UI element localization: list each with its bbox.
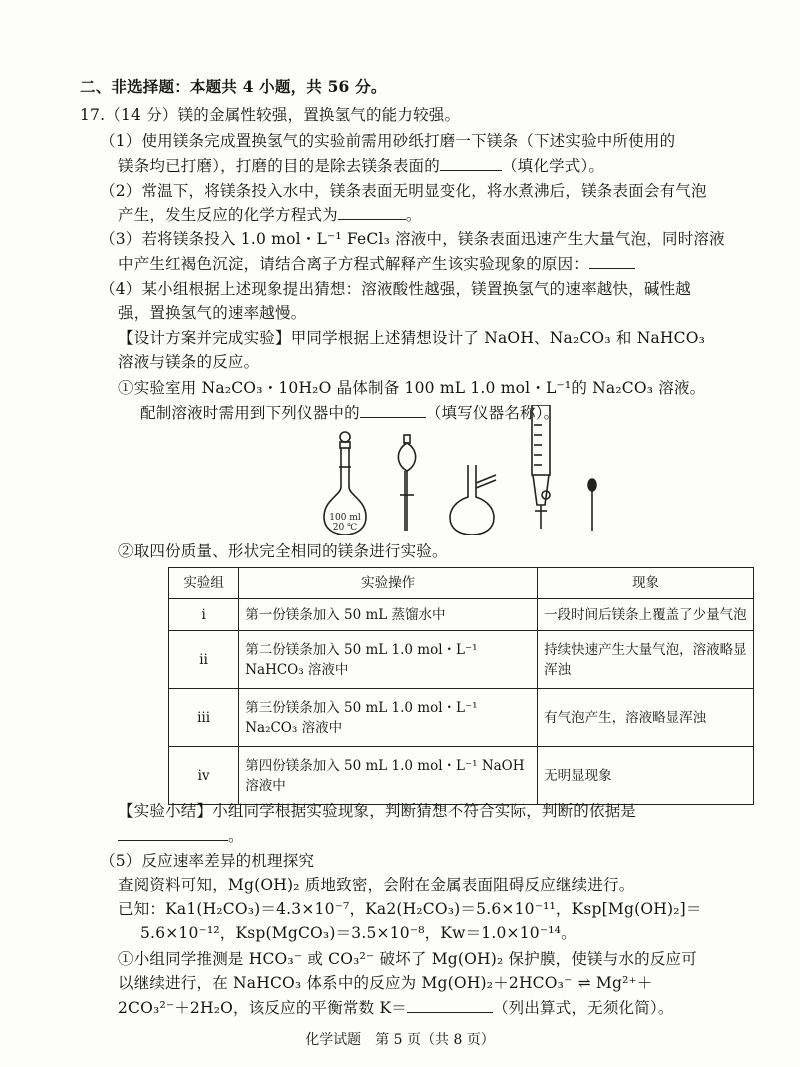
part-5-title: （5）反应速率差异的机理探究 [100,852,315,870]
part-3-text: 中产生红褐色沉淀，请结合离子方程式解释产生该实验现象的原因： [118,255,590,273]
step-1-text: 配制溶液时需用到下列仪器中的 [140,404,360,422]
group-cell: ⅳ [169,747,239,805]
part-2-line-1: （2）常温下，将镁条投入水中，镁条表面无明显变化，将水煮沸后，镁条表面会有气泡 [100,182,707,200]
equation-text: 2CO₃²⁻＋2H₂O，该反应的平衡常数 K＝ [118,999,407,1017]
part-1-text: 镁条均已打磨），打磨的目的是除去镁条表面的 [118,157,440,175]
table-row [169,689,754,747]
part-1-hint: （填化学式）。 [501,157,605,175]
part-5-info: 查阅资料可知，Mg(OH)₂ 质地致密，会附在金属表面阻碍反应继续进行。 [118,876,635,894]
table-row [169,599,754,631]
result-cell: 一段时间后镁条上覆盖了少量气泡 [538,599,754,631]
part-5-step-1-line-3 [118,996,674,1019]
operation-cell: 第一份镁条加入 50 mL 蒸馏水中 [239,599,538,631]
part-5-constants-line-1: 已知：Ka1(H₂CO₃)＝4.3×10⁻⁷，Ka2(H₂CO₃)＝5.6×10⁻¹¹，Ksp[Mg(OH)₂]＝ [118,900,702,918]
lab-apparatus-figure [320,405,620,535]
result-cell: 无明显现象 [538,747,754,805]
summary-line-1: 【实验小结】小组同学根据实验现象，判断猜想不符合实际，判断的依据是 [118,802,637,820]
page-footer: 化学试题 第 5 页（共 8 页） [305,1032,495,1048]
answer-blank [589,252,635,269]
column-header: 实验组 [169,568,239,599]
separatory-funnel [398,435,415,531]
step-1-line-1: ①实验室用 Na₂CO₃・10H₂O 晶体制备 100 mL 1.0 mol・L⁻¹的 Na₂CO₃ 溶液。 [118,379,706,397]
flask-label-volume: 100 ml [329,513,361,523]
table-row [169,631,754,689]
column-header: 现象 [538,568,754,599]
part-1-line-2 [118,154,604,177]
operation-cell: 第二份镁条加入 50 mL 1.0 mol・L⁻¹ NaHCO₃ 溶液中 [239,631,538,689]
part-3-line-1: （3）若将镁条投入 1.0 mol・L⁻¹ FeCl₃ 溶液中，镁条表面迅速产生大量气泡，同时溶液 [100,230,725,248]
answer-blank [338,203,406,220]
result-cell: 持续快速产生大量气泡，溶液略显浑浊 [538,631,754,689]
design-line-2: 溶液与镁条的反应。 [118,353,260,371]
design-line-1: 【设计方案并完成实验】甲同学根据上述猜想设计了 NaOH、Na₂CO₃ 和 NaHCO₃ [118,329,706,347]
experiment-table [168,567,754,805]
distillation-flask [450,465,496,535]
part-4-line-2: 强，置换氢气的速率越慢。 [118,304,307,322]
summary-line-2 [118,824,244,847]
burette [532,405,550,529]
part-5-step-1-line-1: ①小组同学推测是 HCO₃⁻ 或 CO₃²⁻ 破坏了 Mg(OH)₂ 保护膜，使镁与水的反应可 [118,950,697,968]
answer-blank [440,154,502,171]
column-header: 实验操作 [239,568,538,599]
volumetric-flask [324,432,366,535]
part-4-line-1: （4）某小组根据上述现象提出猜想：溶液酸性越强，镁置换氢气的速率越快，碱性越 [100,280,691,298]
step-2-line: ②取四份质量、形状完全相同的镁条进行实验。 [118,542,448,560]
table-row [169,747,754,805]
dropper [588,479,596,531]
operation-cell: 第三份镁条加入 50 mL 1.0 mol・L⁻¹ Na₂CO₃ 溶液中 [239,689,538,747]
part-5-step-1-line-2: 以继续进行，在 NaHCO₃ 体系中的反应为 Mg(OH)₂＋2HCO₃⁻ ⇌ Mg²⁺＋ [118,974,653,992]
answer-blank [118,824,228,841]
equation-hint: （列出算式，无须化简）。 [492,999,674,1017]
part-5-constants-line-2: 5.6×10⁻¹²，Ksp(MgCO₃)＝3.5×10⁻⁸，Kw＝1.0×10⁻¹⁴。 [140,924,577,942]
step-1-hint: （填写仪器名称）。 [425,404,560,422]
flask-label-temp: 20 ℃ [332,523,358,533]
summary-end: 。 [228,827,244,845]
result-cell: 有气泡产生，溶液略显浑浊 [538,689,754,747]
operation-cell: 第四份镁条加入 50 mL 1.0 mol・L⁻¹ NaOH 溶液中 [239,747,538,805]
question-17-intro: 17.（14 分）镁的金属性较强，置换氢气的能力较强。 [80,106,461,124]
answer-blank [407,996,493,1013]
group-cell: ⅰ [169,599,239,631]
part-2-line-2 [118,203,422,226]
group-cell: ⅲ [169,689,239,747]
part-1-line-1: （1）使用镁条完成置换氢气的实验前需用砂纸打磨一下镁条（下述实验中所使用的 [100,132,676,150]
part-3-line-2 [118,252,635,275]
table-header-row [169,568,754,599]
part-2-text: 产生，发生反应的化学方程式为 [118,206,338,224]
part-2-end: 。 [405,206,422,224]
section-heading: 二、非选择题：本题共 4 小题，共 56 分。 [80,77,387,96]
group-cell: ⅱ [169,631,239,689]
